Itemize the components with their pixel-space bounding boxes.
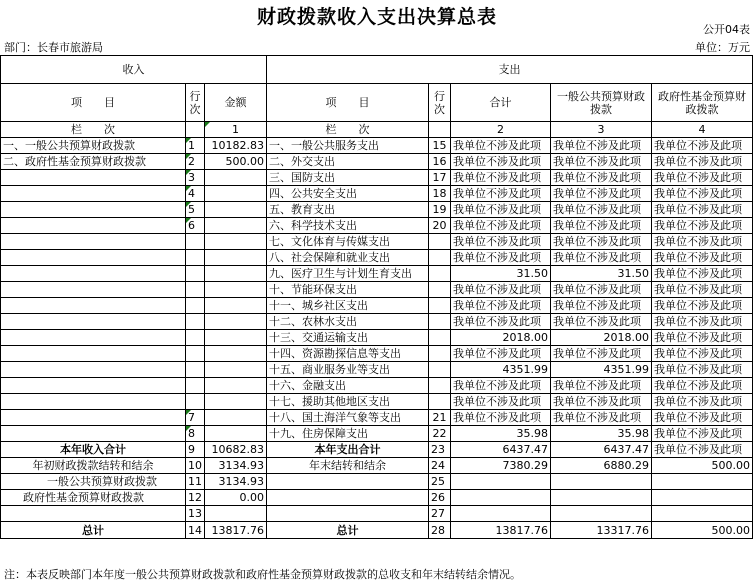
expense-fund-cell: 我单位不涉及此项 xyxy=(652,314,753,330)
expense-item-cell: 十六、金融支出 xyxy=(267,378,429,394)
income-rowno-cell xyxy=(186,282,205,298)
summary-general: 6437.47 xyxy=(551,442,652,458)
expense-fund-cell: 我单位不涉及此项 xyxy=(652,362,753,378)
income-item-cell xyxy=(1,394,186,410)
table-row xyxy=(1,314,753,330)
summary-general: 6880.29 xyxy=(551,458,652,474)
expense-rowno-cell: 19 xyxy=(429,202,451,218)
income-rowno-cell xyxy=(186,314,205,330)
table-row xyxy=(1,346,753,362)
summary-row xyxy=(1,442,753,458)
col-index-1: 1 xyxy=(205,122,267,138)
summary-fund xyxy=(652,474,753,490)
income-amount-cell xyxy=(205,330,267,346)
expense-rowno-cell xyxy=(429,314,451,330)
expense-item-cell: 十五、商业服务业等支出 xyxy=(267,362,429,378)
income-amount-cell: 10182.83 xyxy=(205,138,267,154)
income-amount-cell xyxy=(205,186,267,202)
department-label: 部门：长春市旅游局 xyxy=(4,41,103,54)
income-rowno-cell xyxy=(186,362,205,378)
expense-total-header: 合计 xyxy=(451,84,551,122)
expense-rowno-cell xyxy=(429,250,451,266)
expense-total-cell: 我单位不涉及此项 xyxy=(451,202,551,218)
col-index-blank-2 xyxy=(429,122,451,138)
expense-general-cell: 我单位不涉及此项 xyxy=(551,298,652,314)
expense-rowno-cell: 21 xyxy=(429,410,451,426)
expense-item-cell: 三、国防支出 xyxy=(267,170,429,186)
income-rowno-cell xyxy=(186,266,205,282)
expense-total-cell: 4351.99 xyxy=(451,362,551,378)
table-row xyxy=(1,410,753,426)
expense-item-cell: 十九、住房保障支出 xyxy=(267,426,429,442)
expense-item-cell: 十七、援助其他地区支出 xyxy=(267,394,429,410)
unit-label: 单位：万元 xyxy=(695,41,750,54)
expense-rowno-cell xyxy=(429,362,451,378)
income-item-cell xyxy=(1,410,186,426)
expense-general-cell: 我单位不涉及此项 xyxy=(551,250,652,266)
income-item-cell: 一、一般公共预算财政拨款 xyxy=(1,138,186,154)
expense-total-cell: 我单位不涉及此项 xyxy=(451,346,551,362)
table-row xyxy=(1,234,753,250)
expense-fund-cell: 我单位不涉及此项 xyxy=(652,170,753,186)
expense-rowno-cell: 15 xyxy=(429,138,451,154)
summary-income-item: 总计 xyxy=(1,522,186,539)
income-amount-cell: 500.00 xyxy=(205,154,267,170)
col-label-expense: 栏 次 xyxy=(267,122,429,138)
income-item-cell xyxy=(1,346,186,362)
income-item-header: 项 目 xyxy=(1,84,186,122)
table-row xyxy=(1,170,753,186)
expense-fund-cell: 我单位不涉及此项 xyxy=(652,426,753,442)
income-rowno-cell xyxy=(186,234,205,250)
table-row xyxy=(1,298,753,314)
table-row xyxy=(1,154,753,170)
income-item-cell xyxy=(1,426,186,442)
expense-rowno-cell xyxy=(429,298,451,314)
table-row xyxy=(1,218,753,234)
summary-income-amount xyxy=(205,506,267,522)
summary-income-amount: 10682.83 xyxy=(205,442,267,458)
income-item-cell xyxy=(1,250,186,266)
income-rowno-cell xyxy=(186,250,205,266)
income-item-cell xyxy=(1,362,186,378)
summary-expense-rowno: 28 xyxy=(429,522,451,539)
summary-income-item: 本年收入合计 xyxy=(1,442,186,458)
budget-table xyxy=(0,55,753,539)
expense-rowno-cell: 18 xyxy=(429,186,451,202)
expense-general-cell: 我单位不涉及此项 xyxy=(551,314,652,330)
summary-fund: 我单位不涉及此项 xyxy=(652,442,753,458)
summary-fund: 500.00 xyxy=(652,522,753,539)
expense-total-cell: 2018.00 xyxy=(451,330,551,346)
summary-total: 13817.76 xyxy=(451,522,551,539)
expense-total-cell: 我单位不涉及此项 xyxy=(451,234,551,250)
summary-income-amount: 0.00 xyxy=(205,490,267,506)
expense-fund-cell: 我单位不涉及此项 xyxy=(652,282,753,298)
expense-rowno-cell xyxy=(429,282,451,298)
summary-expense-item xyxy=(267,506,429,522)
expense-total-cell: 我单位不涉及此项 xyxy=(451,378,551,394)
expense-general-cell: 我单位不涉及此项 xyxy=(551,234,652,250)
summary-fund xyxy=(652,490,753,506)
summary-income-amount: 13817.76 xyxy=(205,522,267,539)
table-row xyxy=(1,394,753,410)
table-row xyxy=(1,250,753,266)
expense-item-cell: 二、外交支出 xyxy=(267,154,429,170)
expense-total-cell: 我单位不涉及此项 xyxy=(451,282,551,298)
expense-fund-cell: 我单位不涉及此项 xyxy=(652,378,753,394)
income-rowno-cell: 4 xyxy=(186,186,205,202)
expense-fund-cell: 我单位不涉及此项 xyxy=(652,346,753,362)
expense-item-cell: 一、一般公共服务支出 xyxy=(267,138,429,154)
expense-total-cell: 35.98 xyxy=(451,426,551,442)
income-item-cell xyxy=(1,266,186,282)
summary-total xyxy=(451,490,551,506)
expense-general-cell: 我单位不涉及此项 xyxy=(551,202,652,218)
expense-total-cell: 我单位不涉及此项 xyxy=(451,186,551,202)
expense-general-cell: 35.98 xyxy=(551,426,652,442)
income-amount-cell xyxy=(205,362,267,378)
expense-rowno-cell xyxy=(429,346,451,362)
expense-fund-cell: 我单位不涉及此项 xyxy=(652,202,753,218)
expense-item-cell: 十二、农林水支出 xyxy=(267,314,429,330)
table-row xyxy=(1,202,753,218)
expense-rowno-header: 行次 xyxy=(429,84,451,122)
expense-rowno-cell xyxy=(429,330,451,346)
income-item-cell xyxy=(1,330,186,346)
summary-expense-item xyxy=(267,474,429,490)
expense-general-cell: 我单位不涉及此项 xyxy=(551,346,652,362)
income-item-cell xyxy=(1,186,186,202)
expense-item-cell: 八、社会保障和就业支出 xyxy=(267,250,429,266)
expense-rowno-cell xyxy=(429,378,451,394)
income-amount-cell xyxy=(205,426,267,442)
summary-expense-rowno: 26 xyxy=(429,490,451,506)
header-row-columns xyxy=(1,84,753,122)
expense-rowno-cell: 17 xyxy=(429,170,451,186)
income-rowno-cell xyxy=(186,346,205,362)
expense-total-cell: 我单位不涉及此项 xyxy=(451,154,551,170)
expense-rowno-cell: 22 xyxy=(429,426,451,442)
expense-total-cell: 我单位不涉及此项 xyxy=(451,170,551,186)
expense-rowno-cell: 20 xyxy=(429,218,451,234)
expense-general-cell: 我单位不涉及此项 xyxy=(551,282,652,298)
summary-expense-rowno: 23 xyxy=(429,442,451,458)
expense-total-cell: 我单位不涉及此项 xyxy=(451,218,551,234)
form-number: 公开04表 xyxy=(703,23,750,36)
table-row xyxy=(1,330,753,346)
income-item-cell xyxy=(1,170,186,186)
income-amount-cell xyxy=(205,346,267,362)
table-row xyxy=(1,266,753,282)
summary-total xyxy=(451,474,551,490)
income-item-cell xyxy=(1,298,186,314)
summary-fund xyxy=(652,506,753,522)
table-row xyxy=(1,362,753,378)
summary-expense-item: 年末结转和结余 xyxy=(267,458,429,474)
income-amount-cell xyxy=(205,282,267,298)
expense-total-cell: 我单位不涉及此项 xyxy=(451,410,551,426)
expense-item-cell: 十三、交通运输支出 xyxy=(267,330,429,346)
summary-general: 13317.76 xyxy=(551,522,652,539)
expense-fund-cell: 我单位不涉及此项 xyxy=(652,410,753,426)
expense-item-cell: 七、文化体育与传媒支出 xyxy=(267,234,429,250)
expense-item-cell: 六、科学技术支出 xyxy=(267,218,429,234)
expense-rowno-cell xyxy=(429,266,451,282)
expense-rowno-cell xyxy=(429,234,451,250)
summary-expense-item: 总计 xyxy=(267,522,429,539)
column-index-row xyxy=(1,122,753,138)
header-row-section xyxy=(1,56,753,84)
summary-general xyxy=(551,490,652,506)
income-amount-cell xyxy=(205,234,267,250)
summary-row xyxy=(1,458,753,474)
col-index-blank xyxy=(186,122,205,138)
summary-row xyxy=(1,490,753,506)
summary-income-rowno: 12 xyxy=(186,490,205,506)
expense-total-cell: 31.50 xyxy=(451,266,551,282)
summary-expense-item: 本年支出合计 xyxy=(267,442,429,458)
summary-income-rowno: 9 xyxy=(186,442,205,458)
expense-item-header: 项 目 xyxy=(267,84,429,122)
expense-fund-cell: 我单位不涉及此项 xyxy=(652,234,753,250)
expense-fund-cell: 我单位不涉及此项 xyxy=(652,250,753,266)
expense-rowno-cell xyxy=(429,394,451,410)
income-amount-cell xyxy=(205,410,267,426)
income-rowno-cell: 8 xyxy=(186,426,205,442)
summary-income-item: 一般公共预算财政拨款 xyxy=(1,474,186,490)
expense-general-header: 一般公共预算财政拨款 xyxy=(551,84,652,122)
col-index-3: 3 xyxy=(551,122,652,138)
expense-fund-cell: 我单位不涉及此项 xyxy=(652,218,753,234)
expense-general-cell: 我单位不涉及此项 xyxy=(551,186,652,202)
expense-item-cell: 九、医疗卫生与计划生育支出 xyxy=(267,266,429,282)
expense-general-cell: 31.50 xyxy=(551,266,652,282)
table-row xyxy=(1,186,753,202)
expense-item-cell: 十、节能环保支出 xyxy=(267,282,429,298)
expense-item-cell: 十八、国土海洋气象等支出 xyxy=(267,410,429,426)
summary-income-amount: 3134.93 xyxy=(205,474,267,490)
summary-row xyxy=(1,522,753,539)
expense-general-cell: 我单位不涉及此项 xyxy=(551,218,652,234)
income-rowno-cell: 2 xyxy=(186,154,205,170)
income-header: 收入 xyxy=(1,56,267,84)
expense-general-cell: 我单位不涉及此项 xyxy=(551,410,652,426)
income-rowno-cell: 1 xyxy=(186,138,205,154)
col-label-income: 栏 次 xyxy=(1,122,186,138)
income-item-cell xyxy=(1,234,186,250)
expense-general-cell: 4351.99 xyxy=(551,362,652,378)
table-row xyxy=(1,426,753,442)
income-rowno-header: 行次 xyxy=(186,84,205,122)
expense-fund-cell: 我单位不涉及此项 xyxy=(652,298,753,314)
expense-fund-cell: 我单位不涉及此项 xyxy=(652,394,753,410)
expense-fund-header: 政府性基金预算财政拨款 xyxy=(652,84,753,122)
income-rowno-cell xyxy=(186,330,205,346)
summary-expense-item xyxy=(267,490,429,506)
income-rowno-cell xyxy=(186,298,205,314)
summary-row xyxy=(1,474,753,490)
expense-fund-cell: 我单位不涉及此项 xyxy=(652,266,753,282)
expense-general-cell: 我单位不涉及此项 xyxy=(551,138,652,154)
income-rowno-cell: 3 xyxy=(186,170,205,186)
expense-general-cell: 2018.00 xyxy=(551,330,652,346)
summary-total: 7380.29 xyxy=(451,458,551,474)
summary-row xyxy=(1,506,753,522)
income-item-cell xyxy=(1,378,186,394)
income-amount-cell xyxy=(205,250,267,266)
expense-total-cell: 我单位不涉及此项 xyxy=(451,250,551,266)
summary-general xyxy=(551,506,652,522)
income-rowno-cell xyxy=(186,378,205,394)
income-item-cell xyxy=(1,202,186,218)
summary-income-rowno: 10 xyxy=(186,458,205,474)
expense-total-cell: 我单位不涉及此项 xyxy=(451,298,551,314)
table-row xyxy=(1,378,753,394)
income-amount-cell xyxy=(205,202,267,218)
summary-expense-rowno: 25 xyxy=(429,474,451,490)
expense-total-cell: 我单位不涉及此项 xyxy=(451,314,551,330)
expense-header: 支出 xyxy=(267,56,753,84)
income-rowno-cell: 5 xyxy=(186,202,205,218)
expense-fund-cell: 我单位不涉及此项 xyxy=(652,186,753,202)
income-rowno-cell xyxy=(186,394,205,410)
expense-general-cell: 我单位不涉及此项 xyxy=(551,154,652,170)
summary-expense-rowno: 24 xyxy=(429,458,451,474)
income-rowno-cell: 6 xyxy=(186,218,205,234)
summary-total: 6437.47 xyxy=(451,442,551,458)
income-item-cell xyxy=(1,314,186,330)
expense-item-cell: 十一、城乡社区支出 xyxy=(267,298,429,314)
income-amount-cell xyxy=(205,378,267,394)
income-amount-cell xyxy=(205,218,267,234)
summary-income-item xyxy=(1,506,186,522)
income-amount-header: 金额 xyxy=(205,84,267,122)
expense-total-cell: 我单位不涉及此项 xyxy=(451,138,551,154)
income-item-cell xyxy=(1,282,186,298)
expense-general-cell: 我单位不涉及此项 xyxy=(551,378,652,394)
summary-total xyxy=(451,506,551,522)
expense-fund-cell: 我单位不涉及此项 xyxy=(652,330,753,346)
income-amount-cell xyxy=(205,266,267,282)
expense-item-cell: 十四、资源勘探信息等支出 xyxy=(267,346,429,362)
income-amount-cell xyxy=(205,298,267,314)
footnote: 注：本表反映部门本年度一般公共预算财政拨款和政府性基金预算财政拨款的总收支和年末结转结余情况。 xyxy=(4,568,521,581)
summary-income-rowno: 13 xyxy=(186,506,205,522)
col-index-2: 2 xyxy=(451,122,551,138)
expense-fund-cell: 我单位不涉及此项 xyxy=(652,154,753,170)
income-amount-cell xyxy=(205,394,267,410)
summary-income-item: 政府性基金预算财政拨款 xyxy=(1,490,186,506)
expense-item-cell: 五、教育支出 xyxy=(267,202,429,218)
summary-general xyxy=(551,474,652,490)
income-item-cell xyxy=(1,218,186,234)
table-row xyxy=(1,282,753,298)
expense-item-cell: 四、公共安全支出 xyxy=(267,186,429,202)
table-row xyxy=(1,138,753,154)
income-rowno-cell: 7 xyxy=(186,410,205,426)
summary-income-item: 年初财政拨款结转和结余 xyxy=(1,458,186,474)
expense-general-cell: 我单位不涉及此项 xyxy=(551,394,652,410)
expense-rowno-cell: 16 xyxy=(429,154,451,170)
summary-fund: 500.00 xyxy=(652,458,753,474)
income-amount-cell xyxy=(205,170,267,186)
summary-income-amount: 3134.93 xyxy=(205,458,267,474)
summary-income-rowno: 14 xyxy=(186,522,205,539)
summary-expense-rowno: 27 xyxy=(429,506,451,522)
income-item-cell: 二、政府性基金预算财政拨款 xyxy=(1,154,186,170)
income-amount-cell xyxy=(205,314,267,330)
summary-income-rowno: 11 xyxy=(186,474,205,490)
expense-fund-cell: 我单位不涉及此项 xyxy=(652,138,753,154)
expense-total-cell: 我单位不涉及此项 xyxy=(451,394,551,410)
col-index-4: 4 xyxy=(652,122,753,138)
expense-general-cell: 我单位不涉及此项 xyxy=(551,170,652,186)
page-title: 财政拨款收入支出决算总表 xyxy=(256,6,497,28)
